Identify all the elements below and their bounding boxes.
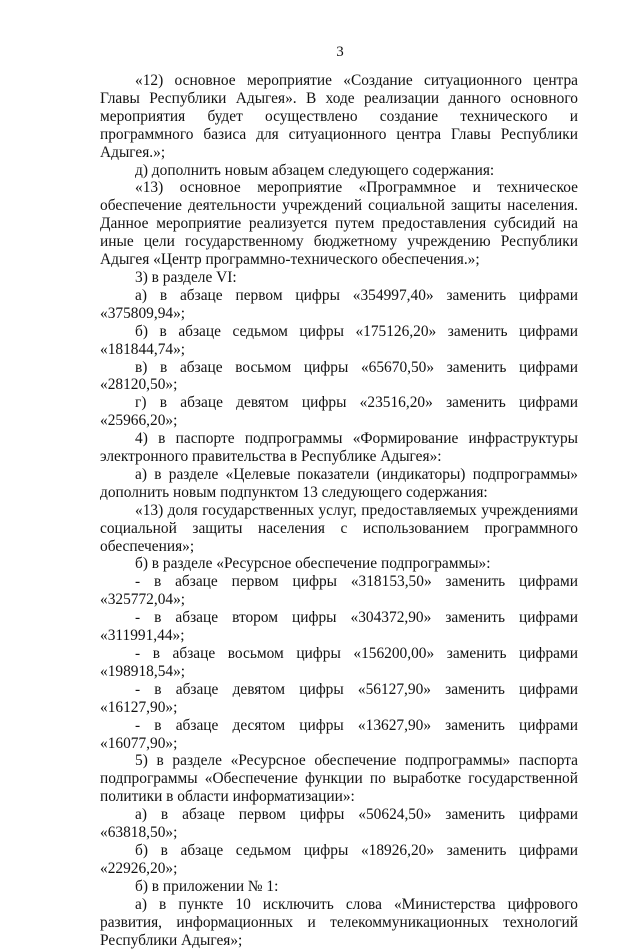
paragraph-point-4: 4) в паспорте подпрограммы «Формирование инфраструктуры электронного правительства в Республике Адыгея»: (100, 430, 578, 466)
paragraph-dash-item: - в абзаце девятом цифры «56127,90» заменить цифрами «16127,90»; (100, 680, 578, 716)
paragraph-amendment: а) в разделе «Целевые показатели (индикаторы) подпрограммы» дополнить новым подпунктом 13 следующего содержания: (100, 465, 578, 501)
paragraph-amendment: в) в абзаце восьмом цифры «65670,50» заменить цифрами «28120,50»; (100, 358, 578, 394)
paragraph-dash-item: - в абзаце десятом цифры «13627,90» заменить цифрами «16077,90»; (100, 716, 578, 752)
paragraph-dash-item: - в абзаце втором цифры «304372,90» заменить цифрами «311991,44»; (100, 609, 578, 645)
paragraph-amendment: б) в абзаце седьмом цифры «18926,20» заменить цифрами «22926,20»; (100, 841, 578, 877)
paragraph-subpoint-b: б) в разделе «Ресурсное обеспечение подпрограммы»: (135, 555, 491, 573)
paragraph-amendment: г) в абзаце девятом цифры «23516,20» заменить цифрами «25966,20»; (100, 394, 578, 430)
paragraph-amendment: а) в пункте 10 исключить слова «Министерства цифрового развития, информационных и телекоммуникационных технологий Республики Адыгея»; (100, 895, 578, 949)
paragraph-point-3: 3) в разделе VI: (135, 268, 237, 286)
paragraph-point-5: 5) в разделе «Ресурсное обеспечение подпрограммы» паспорта подпрограммы «Обеспечение функции по выработке государственной политики в области информатизации»: (100, 752, 578, 806)
paragraph-item-12: «12) основное мероприятие «Создание ситуационного центра Главы Республики Адыгея». В ходе реализации данного основного мероприятия будет осуществлено создание технического и программного базиса для ситуационного центра Главы Республики Адыгея.»; (100, 72, 578, 161)
paragraph-amendment: б) в абзаце седьмом цифры «175126,20» заменить цифрами «181844,74»; (100, 322, 578, 358)
paragraph-dash-item: - в абзаце восьмом цифры «156200,00» заменить цифрами «198918,54»; (100, 645, 578, 680)
document-body (100, 72, 578, 949)
paragraph-amendment: а) в абзаце первом цифры «50624,50» заменить цифрами «63818,50»; (100, 806, 578, 842)
paragraph-dash-item: - в абзаце первом цифры «318153,50» заменить цифрами «325772,04»; (100, 573, 578, 609)
paragraph-quoted-item-13: «13) доля государственных услуг, предоставляемых учреждениями социальной защиты населения с использованием программного обеспечения»; (100, 501, 578, 555)
paragraph-subpoint-d: д) дополнить новым абзацем следующего содержания: (135, 161, 495, 179)
paragraph-amendment: а) в абзаце первом цифры «354997,40» заменить цифрами «375809,94»; (100, 286, 578, 322)
page-number: 3 (336, 44, 344, 60)
paragraph-appendix: б) в приложении № 1: (135, 877, 279, 895)
paragraph-item-13: «13) основное мероприятие «Программное и техническое обеспечение деятельности учреждений социальной защиты населения. Данное мероприятие реализуется путем предоставления субсидий на иные цели государственному бюджетному учреждению Республики Адыгея «Центр программно-технического обеспечения.»; (100, 179, 578, 269)
